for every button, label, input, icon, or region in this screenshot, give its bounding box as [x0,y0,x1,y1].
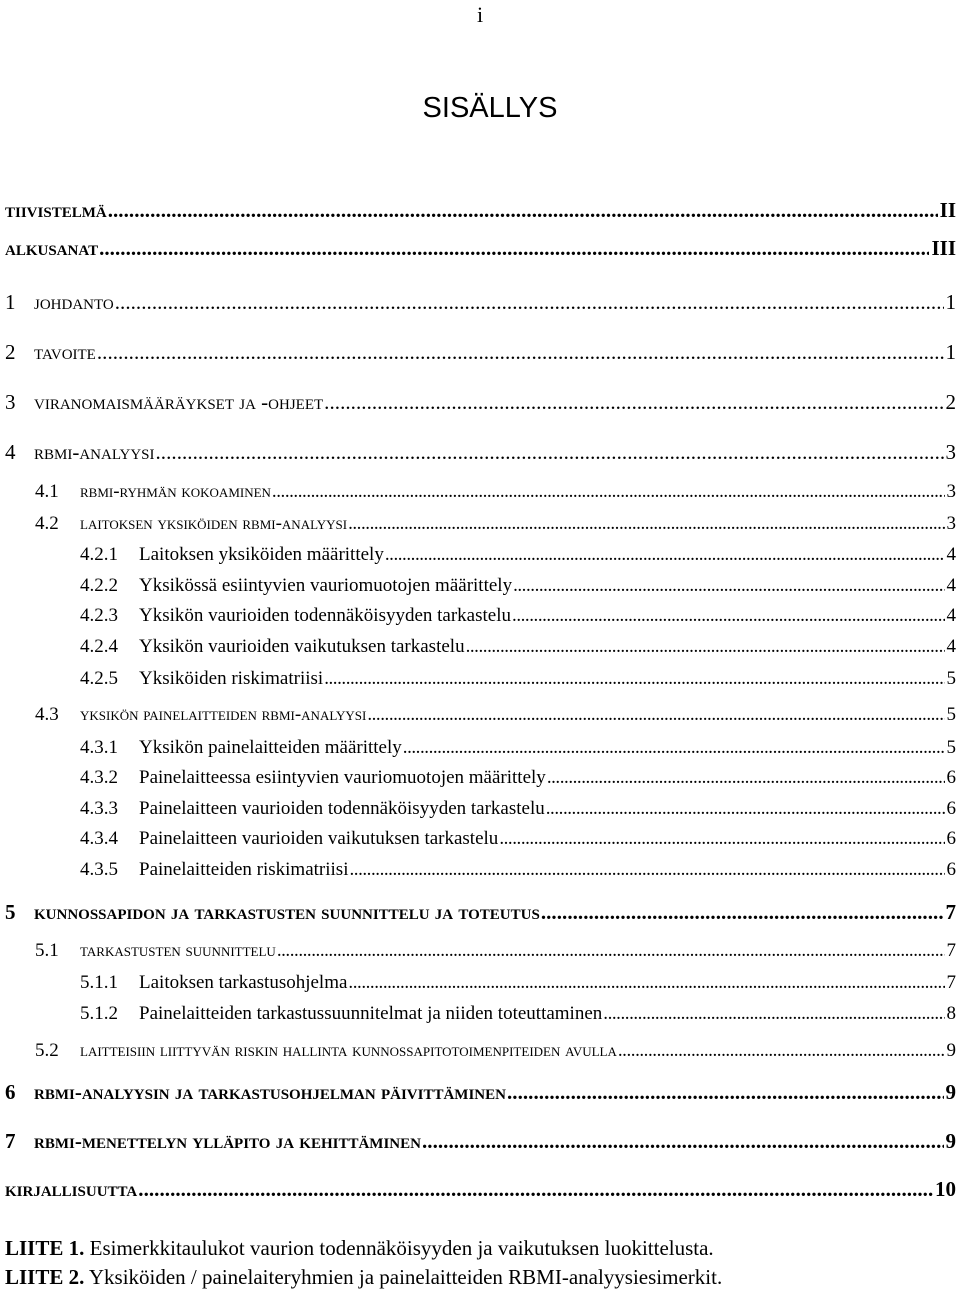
appendix-1-key: LIITE 1. [5,1236,85,1260]
toc-entry-label [35,513,347,535]
toc-entry-title: rbmi-menettelyn ylläpito ja kehittäminen [34,1129,421,1153]
toc-entry-number: 5.1 [35,940,59,961]
toc-entry-title: viranomaismääräykset ja -ohjeet [34,390,324,414]
toc-leader-dots [97,340,944,365]
toc-entry-title: Yksikössä esiintyvien vauriomuotojen määrittely [139,575,513,596]
toc-leader-dots [99,236,929,261]
toc-entry[interactable] [80,972,956,994]
toc-entry-page: 3 [946,481,956,502]
toc-entry-number: 4.2.1 [80,544,118,565]
toc-entry-label [5,1080,506,1105]
toc-entry-title: Yksikön painelaitteiden määrittely [139,737,402,758]
toc-entry-title: johdanto [34,290,114,314]
toc-entry[interactable] [80,668,956,690]
toc-leader-dots [277,940,945,962]
toc-entry[interactable] [35,704,956,726]
toc-entry[interactable] [80,636,956,658]
toc-entry-page: 9 [945,1129,956,1153]
toc-entry-number: 4.2.2 [80,575,118,596]
toc-entry[interactable] [35,513,956,535]
toc-leader-dots [138,1177,933,1202]
toc-entry[interactable] [80,828,956,850]
toc-entry-number: 2 [5,340,16,364]
toc-leader-dots [507,1080,944,1105]
toc-entry-title: Yksikön vaurioiden vaikutuksen tarkastelu [139,636,465,657]
toc-entry-label [5,1177,137,1202]
toc-entry-title: tarkastusten suunnittelu [80,940,276,961]
toc-entry-label [5,440,155,465]
toc-entry[interactable] [5,236,956,261]
toc-entry[interactable] [80,605,956,627]
toc-entry-label [80,767,546,789]
toc-entry-page: 6 [946,767,956,788]
toc-entry[interactable] [80,575,956,597]
toc-entry-page: 5 [946,737,956,758]
toc-entry-number: 5 [5,900,16,924]
toc-leader-dots [349,859,944,881]
toc-entry-number: 4.2.5 [80,668,118,689]
toc-leader-dots [403,737,945,759]
toc-entry-label [5,290,114,315]
toc-entry-title: tavoite [34,340,96,364]
toc-entry[interactable] [5,1129,956,1154]
toc-entry-label [80,798,545,820]
toc-entry[interactable] [5,1177,956,1202]
toc-entry[interactable] [5,290,956,315]
toc-entry-title: Yksiköiden riskimatriisi [139,668,324,689]
toc-entry-title: rbmi-ryhmän kokoaminen [80,481,271,502]
toc-leader-dots [367,704,944,726]
toc-leader-dots [385,544,945,566]
toc-entry-page: 7 [945,900,956,924]
toc-entry[interactable] [80,1003,956,1025]
toc-entry-page: 4 [946,636,956,657]
toc-entry-label [5,236,98,261]
toc-entry-number: 4.3.3 [80,798,118,819]
toc-leader-dots [348,513,944,535]
toc-entry-page: 7 [946,972,956,993]
toc-entry-page: 5 [946,704,956,725]
toc-entry-title: laitteisiin liittyvän riskin hallinta kunnossapitotoimenpiteiden avulla [80,1040,617,1061]
toc-entry-page: 6 [946,798,956,819]
toc-entry-label [35,1040,617,1062]
toc-entry[interactable] [35,1040,956,1062]
toc-entry-label [5,1129,421,1154]
appendix-2-key: LIITE 2. [5,1265,85,1289]
toc-entry-number: 4 [5,440,16,464]
toc-entry-title: Painelaitteen vaurioiden vaikutuksen tarkastelu [139,828,499,849]
toc-leader-dots [324,668,944,690]
toc-entry-label [5,198,107,223]
toc-entry-label [35,940,276,962]
toc-entry-page: 10 [935,1177,956,1201]
toc-entry-page: II [939,198,956,222]
toc-entry-label [80,636,465,658]
toc-entry-title: kirjallisuutta [5,1177,138,1201]
toc-leader-dots [156,440,944,465]
toc-leader-dots [547,767,945,789]
toc-entry-page: 1 [945,340,956,364]
toc-entry-number: 5.1.1 [80,972,118,993]
toc-entry-title: kunnossapidon ja tarkastusten suunnittelu ja toteutus [34,900,540,924]
appendix-1 [5,1236,714,1261]
toc-entry-number: 5.1.2 [80,1003,118,1024]
toc-entry-title: Painelaitteiden riskimatriisi [139,859,349,880]
toc-entry-number: 4.2.4 [80,636,118,657]
toc-entry-label [80,544,384,566]
toc-leader-dots [324,390,943,415]
toc-leader-dots [499,828,944,850]
toc-entry-label [80,605,511,627]
toc-entry-number: 4.3 [35,704,59,725]
toc-entry[interactable] [35,481,956,503]
toc-leader-dots [272,481,945,503]
toc-entry-label [35,481,271,503]
toc-entry[interactable] [35,940,956,962]
toc-entry-label [5,390,323,415]
toc-entry-number: 7 [5,1129,16,1153]
toc-leader-dots [618,1040,945,1062]
toc-entry-label [5,340,96,365]
toc-entry-page: 4 [946,605,956,626]
toc-entry-label [80,972,347,994]
page-title: SISÄLLYS [422,92,558,124]
toc-entry-title: Painelaitteiden tarkastussuunnitelmat ja niiden toteuttaminen [139,1003,603,1024]
toc-entry-number: 4.3.1 [80,737,118,758]
toc-entry-page: 4 [946,544,956,565]
toc-entry-number: 3 [5,390,16,414]
toc-entry-page: 2 [945,390,956,414]
toc-leader-dots [513,575,944,597]
toc-entry-number: 4.2 [35,513,59,534]
appendix-1-text: Esimerkkitaulukot vaurion todennäköisyyden ja vaikutuksen luokittelusta. [89,1236,714,1260]
toc-entry-title: tiivistelmä [5,198,107,222]
appendix-2-text: Yksiköiden / painelaiteryhmien ja painelaitteiden RBMI-analyysiesimerkit. [88,1265,723,1289]
toc-entry-label [80,859,348,881]
toc-entry-label [80,1003,602,1025]
toc-entry-page: 9 [945,1080,956,1104]
toc-entry-title: rbmi-analyysin ja tarkastusohjelman päivittäminen [34,1080,506,1104]
toc-entry-page: 3 [945,440,956,464]
toc-entry-page: 8 [946,1003,956,1024]
page-number: i [476,2,484,27]
toc-entry-page: 9 [946,1040,956,1061]
toc-entry[interactable] [5,900,956,925]
toc-entry-page: 5 [946,668,956,689]
toc-entry-number: 1 [5,290,16,314]
toc-entry-label [80,668,323,690]
toc-entry-label [80,575,512,597]
toc-entry[interactable] [5,1080,956,1105]
toc-entry-number: 5.2 [35,1040,59,1061]
toc-entry[interactable] [80,737,956,759]
toc-entry-number: 4.2.3 [80,605,118,626]
toc-entry-title: laitoksen yksiköiden rbmi-analyysi [80,513,348,534]
toc-entry-title: Yksikön vaurioiden todennäköisyyden tarkastelu [139,605,512,626]
toc-entry-page: 6 [946,859,956,880]
toc-entry-label [80,737,402,759]
toc-entry-title: yksikön painelaitteiden rbmi-analyysi [80,704,367,725]
toc-entry-number: 6 [5,1080,16,1104]
toc-entry-page: III [931,236,956,260]
toc-entry-title: Laitoksen yksiköiden määrittely [139,544,384,565]
toc-entry[interactable] [5,198,956,223]
toc-entry[interactable] [5,340,956,365]
toc-leader-dots [422,1129,944,1154]
toc-entry[interactable] [80,767,956,789]
toc-entry-page: 6 [946,828,956,849]
toc-entry-page: 7 [946,940,956,961]
toc-entry-title: Laitoksen tarkastusohjelma [139,972,348,993]
toc-entry-page: 4 [946,575,956,596]
toc-entry-number: 4.3.2 [80,767,118,788]
toc-entry-label [5,900,540,925]
toc-leader-dots [348,972,944,994]
toc-entry-label [80,828,498,850]
toc-leader-dots [546,798,945,820]
toc-entry-title: Painelaitteessa esiintyvien vauriomuotojen määrittely [139,767,546,788]
toc-entry[interactable] [80,544,956,566]
toc-entry-number: 4.1 [35,481,59,502]
toc-leader-dots [115,290,944,315]
appendix-2 [5,1265,722,1290]
toc-entry-page: 3 [946,513,956,534]
toc-entry[interactable] [5,440,956,465]
toc-entry-title: rbmi-analyysi [34,440,155,464]
toc-entry-title: Painelaitteen vaurioiden todennäköisyyden tarkastelu [139,798,545,819]
toc-leader-dots [466,636,945,658]
toc-entry-title: alkusanat [5,236,99,260]
toc-entry[interactable] [80,859,956,881]
toc-entry-label [35,704,366,726]
toc-leader-dots [512,605,944,627]
toc-entry[interactable] [80,798,956,820]
toc-entry-page: 1 [945,290,956,314]
toc-entry-number: 4.3.4 [80,828,118,849]
toc-entry-number: 4.3.5 [80,859,118,880]
toc-leader-dots [541,900,944,925]
toc-leader-dots [603,1003,944,1025]
toc-leader-dots [108,198,938,223]
toc-entry[interactable] [5,390,956,415]
